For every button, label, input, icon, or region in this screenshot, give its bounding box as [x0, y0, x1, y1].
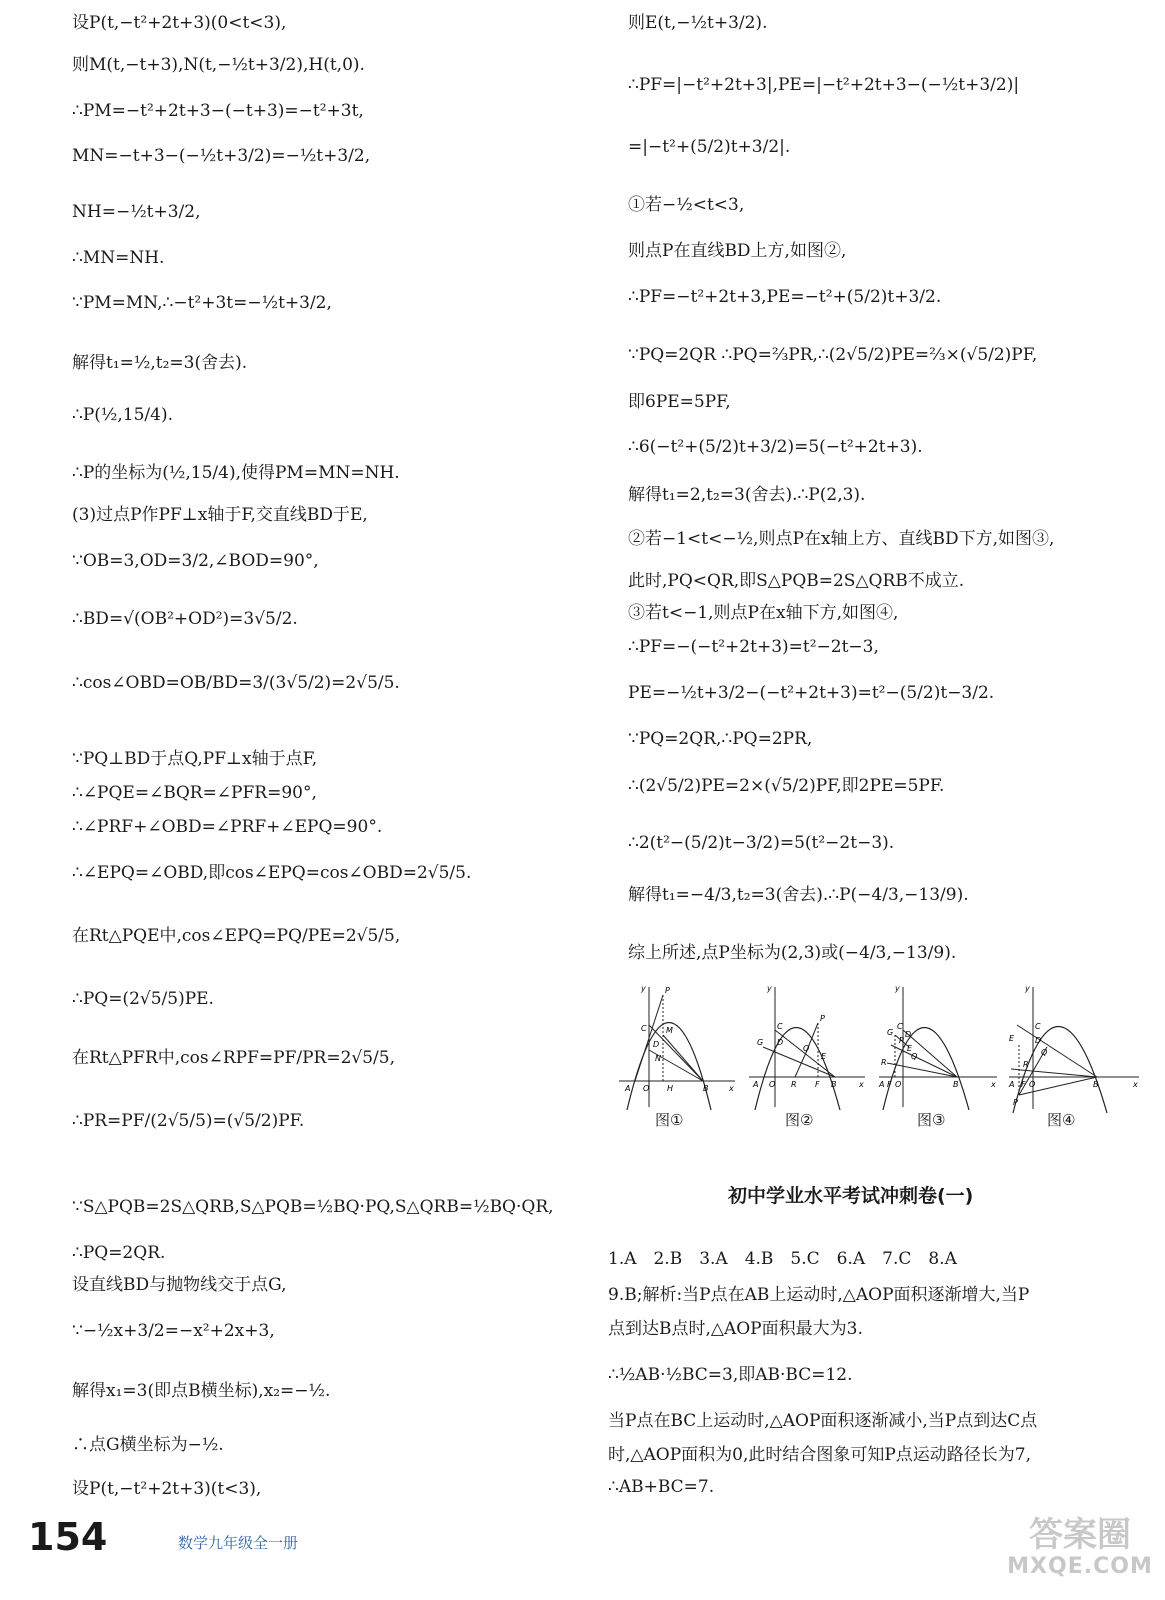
figure-label: C — [777, 1022, 783, 1031]
figure-label: R — [791, 1080, 797, 1089]
figure-4 — [1007, 985, 1138, 1135]
figure-caption: 图③ — [917, 1111, 946, 1129]
text-line: 解得t₁=½,t₂=3(舍去). — [72, 353, 248, 373]
text-line: ∴PM=−t²+2t+3−(−t+3)=−t²+3t, — [72, 101, 364, 121]
text-line: 在Rt△PQE中,cos∠EPQ=PQ/PE=2√5/5, — [72, 926, 401, 946]
figure-label: O — [643, 1084, 650, 1093]
figure-4-diagram — [1007, 985, 1147, 1115]
text-line: PE=−½t+3/2−(−t²+2t+3)=t²−(5/2)t−3/2. — [628, 683, 995, 703]
text-line: 设P(t,−t²+2t+3)(t<3), — [72, 1479, 262, 1499]
text-line: 设直线BD与抛物线交于点G, — [72, 1275, 287, 1295]
text-line: ∴∠PRF+∠OBD=∠PRF+∠EPQ=90°. — [72, 817, 383, 837]
book-subtitle: 数学九年级全一册 — [178, 1534, 299, 1552]
text-line: ∵PQ⊥BD于点Q,PF⊥x轴于点F, — [72, 749, 318, 769]
figure-label: H — [667, 1084, 674, 1093]
text-line: ∵PQ=2QR,∴PQ=2PR, — [628, 729, 813, 749]
section-title: 初中学业水平考试冲刺卷(一) — [728, 1185, 974, 1207]
figure-1-diagram — [615, 985, 740, 1115]
watermark-en: MXQE.COM — [1007, 1554, 1153, 1579]
text-line: ∴PQ=2QR. — [72, 1243, 166, 1263]
text-line: 则E(t,−½t+3/2). — [628, 13, 768, 33]
text-line: ∴(2√5/2)PE=2×(√5/2)PF,即2PE=5PF. — [628, 776, 945, 796]
text-line: ∴cos∠OBD=OB/BD=3/(3√5/2)=2√5/5. — [72, 673, 400, 693]
text-line: ∵−½x+3/2=−x²+2x+3, — [72, 1321, 275, 1341]
figure-label: B — [1093, 1080, 1099, 1089]
figure-label: x — [729, 1084, 734, 1093]
text-line: 设P(t,−t²+2t+3)(0<t<3), — [72, 13, 287, 33]
text-line: ∴2(t²−(5/2)t−3/2)=5(t²−2t−3). — [628, 833, 895, 853]
watermark — [1000, 1515, 1160, 1595]
figure-label: G — [887, 1028, 894, 1037]
text-line: ∴PR=PF/(2√5/5)=(√5/2)PF. — [72, 1111, 305, 1131]
figure-label: y — [641, 985, 646, 993]
text-line: ∴P(½,15/4). — [72, 405, 173, 425]
figure-label: y — [895, 985, 900, 993]
figure-3-diagram — [877, 985, 1002, 1115]
text-line: ∴MN=NH. — [72, 248, 165, 268]
figure-label: D — [777, 1038, 784, 1047]
text-line: =|−t²+(5/2)t+3/2|. — [628, 137, 791, 157]
text-line: 此时,PQ<QR,即S△PQB=2S△QRB不成立. — [628, 571, 965, 591]
text-line: ∴∠PQE=∠BQR=∠PFR=90°, — [72, 783, 317, 803]
figure-label: P — [665, 986, 670, 995]
page-number: 154 — [28, 1515, 108, 1559]
text-line: 解得t₁=−4/3,t₂=3(舍去).∴P(−4/3,−13/9). — [628, 885, 969, 905]
answer-line: 点到达B点时,△AOP面积最大为3. — [608, 1319, 863, 1339]
text-line: ∴BD=√(OB²+OD²)=3√5/2. — [72, 609, 298, 629]
figure-label: R — [1023, 1060, 1029, 1069]
answer-line: 1.A 2.B 3.A 4.B 5.C 6.A 7.C 8.A — [608, 1249, 957, 1269]
text-line: 解得x₁=3(即点B横坐标),x₂=−½. — [72, 1381, 331, 1401]
text-line: ∴6(−t²+(5/2)t+3/2)=5(−t²+2t+3). — [628, 437, 923, 457]
figure-label: C — [1035, 1022, 1041, 1031]
figure-label: E — [907, 1044, 913, 1053]
figure-3 — [877, 985, 1002, 1135]
figure-label: E — [821, 1052, 827, 1061]
figure-label: B — [703, 1084, 709, 1093]
text-line: ∴PF=−t²+2t+3,PE=−t²+(5/2)t+3/2. — [628, 287, 942, 307]
text-line: ∵S△PQB=2S△QRB,S△PQB=½BQ·PQ,S△QRB=½BQ·QR, — [72, 1197, 554, 1217]
figure-label: A — [753, 1080, 759, 1089]
figure-label: x — [991, 1080, 996, 1089]
figure-label: N — [655, 1054, 661, 1063]
figure-label: F — [887, 1080, 892, 1089]
text-line: MN=−t+3−(−½t+3/2)=−½t+3/2, — [72, 146, 371, 166]
text-line: ③若t<−1,则点P在x轴下方,如图④, — [628, 603, 899, 623]
text-line: 即6PE=5PF, — [628, 392, 731, 412]
text-line: 在Rt△PFR中,cos∠RPF=PF/PR=2√5/5, — [72, 1048, 395, 1068]
figure-label: x — [859, 1080, 864, 1089]
figure-label: O — [895, 1080, 902, 1089]
figure-label: P — [820, 1014, 825, 1023]
figure-label: M — [666, 1026, 673, 1035]
figure-2-diagram — [745, 985, 870, 1115]
figure-label: F — [815, 1080, 820, 1089]
figure-label: D — [1035, 1036, 1042, 1045]
text-line: ∴PF=|−t²+2t+3|,PE=|−t²+2t+3−(−½t+3/2)| — [628, 75, 1020, 95]
figure-label: Q — [1041, 1048, 1048, 1057]
text-line: ∵PQ=2QR ∴PQ=⅔PR,∴(2√5/2)PE=⅔×(√5/2)PF, — [628, 345, 1038, 365]
figure-label: O — [769, 1080, 776, 1089]
text-line: ∵PM=MN,∴−t²+3t=−½t+3/2, — [72, 293, 332, 313]
answer-line: 当P点在BC上运动时,△AOP面积逐渐减小,当P点到达C点 — [608, 1411, 1038, 1431]
text-line: ∴∠EPQ=∠OBD,即cos∠EPQ=cos∠OBD=2√5/5. — [72, 863, 472, 883]
figure-caption: 图② — [785, 1111, 814, 1129]
figure-label: y — [1025, 985, 1030, 993]
answer-line: 9.B;解析:当P点在AB上运动时,△AOP面积逐渐增大,当P — [608, 1285, 1030, 1305]
text-line: (3)过点P作PF⊥x轴于F,交直线BD于E, — [72, 505, 368, 525]
text-line: ②若−1<t<−½,则点P在x轴上方、直线BD下方,如图③, — [628, 529, 1055, 549]
figure-label: C — [897, 1022, 903, 1031]
figure-label: C — [641, 1024, 647, 1033]
answer-line: ∴½AB·½BC=3,即AB·BC=12. — [608, 1365, 853, 1385]
figure-label: B — [831, 1080, 837, 1089]
figure-label: x — [1133, 1080, 1138, 1089]
text-line: 则点P在直线BD上方,如图②, — [628, 241, 847, 261]
figure-1 — [615, 985, 740, 1135]
figure-label: B — [953, 1080, 959, 1089]
figure-label: A — [879, 1080, 885, 1089]
text-line: 解得t₁=2,t₂=3(舍去).∴P(2,3). — [628, 485, 866, 505]
figure-label: P — [1013, 1098, 1018, 1107]
figure-label: A — [1009, 1080, 1015, 1089]
answer-line: 时,△AOP面积为0,此时结合图象可知P点运动路径长为7, — [608, 1445, 1032, 1465]
figure-label: D — [905, 1030, 912, 1039]
figure-label: O — [1029, 1080, 1036, 1089]
figure-caption: 图① — [655, 1111, 684, 1129]
text-line: NH=−½t+3/2, — [72, 202, 201, 222]
text-line: ∵OB=3,OD=3/2,∠BOD=90°, — [72, 551, 319, 571]
figure-label: y — [767, 985, 772, 993]
figure-label: A — [625, 1084, 631, 1093]
figure-label: D — [653, 1040, 660, 1049]
figure-label: G — [757, 1038, 764, 1047]
figure-label: E — [1009, 1034, 1015, 1043]
figure-strip — [615, 985, 1150, 1135]
text-line: ∴PQ=(2√5/5)PE. — [72, 989, 214, 1009]
watermark-cn: 答案圈 — [1029, 1515, 1131, 1555]
text-line: ∴点G横坐标为−½. — [72, 1435, 224, 1455]
figure-label: Q — [803, 1044, 810, 1053]
figure-2 — [745, 985, 870, 1135]
figure-caption: 图④ — [1047, 1111, 1076, 1129]
figure-label: P — [899, 1036, 904, 1045]
text-line: ①若−½<t<3, — [628, 195, 745, 215]
figure-label: R — [881, 1058, 887, 1067]
text-line: ∴P的坐标为(½,15/4),使得PM=MN=NH. — [72, 463, 400, 483]
figure-label: Q — [911, 1052, 918, 1061]
text-line: ∴PF=−(−t²+2t+3)=t²−2t−3, — [628, 637, 879, 657]
text-line: 则M(t,−t+3),N(t,−½t+3/2),H(t,0). — [72, 55, 365, 75]
figure-label: F — [1021, 1080, 1026, 1089]
text-line: 综上所述,点P坐标为(2,3)或(−4/3,−13/9). — [628, 943, 957, 963]
answer-line: ∴AB+BC=7. — [608, 1477, 715, 1497]
